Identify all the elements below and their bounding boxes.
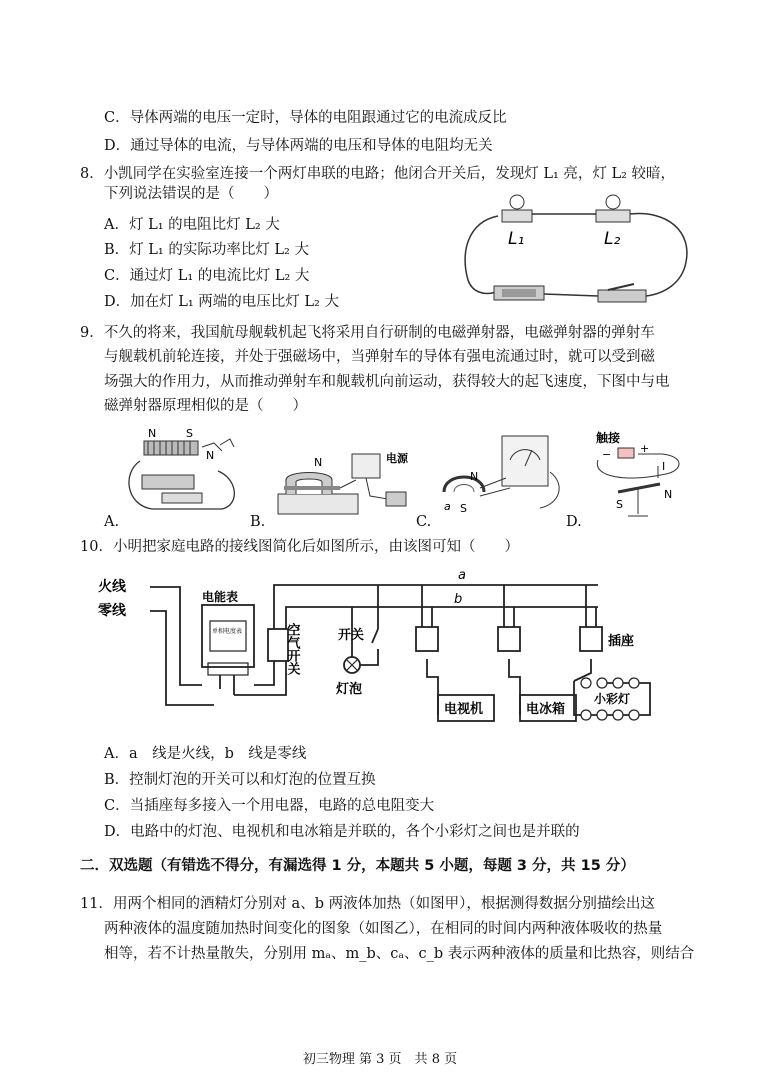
q10-fig-switch-label: 开关 (338, 628, 365, 643)
q10-fig-b-label: b (454, 592, 463, 607)
q10-option-d: D．电路中的灯泡、电视机和电冰箱是并联的，各个小彩灯之间也是并联的 (104, 824, 580, 840)
q10-fig-a-label: a (458, 568, 466, 583)
q10-fig-fridge-label: 电冰箱 (526, 702, 566, 717)
q9-figure-c-a: a (444, 500, 451, 513)
q10-option-b: B．控制灯泡的开关可以和灯泡的位置互换 (104, 772, 376, 788)
q9-figure-c-n: N (470, 470, 479, 483)
q9-figure-b-n: N (314, 456, 323, 469)
q10-fig-live-label: 火线 (98, 579, 126, 595)
q9-figure-d-minus: − (602, 448, 612, 461)
q9-label-a: A. (104, 514, 120, 530)
page-footer: 初三物理 第 3 页 共 8 页 (302, 1052, 458, 1067)
q9-figure-a (122, 425, 250, 520)
q11-line3: 相等，若不计热量散失，分别用 mₐ、m_b、cₐ、c_b 表示两种液体的质量和比热容，则结合 (104, 946, 695, 962)
q10-fig-socket-label: 插座 (608, 634, 635, 649)
q11-line2: 两种液体的温度随加热时间变化的图象（如图乙），在相同的时间内两种液体吸收的热量 (104, 921, 663, 937)
q10-fig-meter-label: 电能表 (202, 590, 239, 604)
q10-wiring-figure (90, 565, 670, 735)
q10-option-c: C．当插座每多接入一个用电器，电路的总电阻变大 (104, 798, 435, 814)
q8-option-c: C．通过灯 L₁ 的电流比灯 L₂ 大 (104, 268, 310, 284)
q8-option-a: A．灯 L₁ 的电阻比灯 L₂ 大 (104, 217, 280, 233)
q10-fig-meter-panel: 单相电度表 (212, 628, 243, 635)
q9-figure-a-n: N (148, 427, 157, 440)
q8-option-b: B．灯 L₁ 的实际功率比灯 L₂ 大 (104, 242, 309, 258)
q9-figure-d-s: S (616, 498, 623, 511)
q9-figure-a-n2: N (206, 449, 215, 462)
q9-figure-b (274, 440, 414, 520)
q8-stem-line1: 8．小凯同学在实验室连接一个两灯串联的电路；他闭合开关后，发现灯 L₁ 亮，灯 L₂ 较暗， (80, 166, 676, 182)
q7-option-c: C．导体两端的电压一定时，导体的电阻跟通过它的电流成反比 (104, 110, 507, 126)
q8-figure-l1-label: L₁ (508, 229, 525, 249)
q9-label-c: C. (416, 514, 432, 530)
q8-stem-line2: 下列说法错误的是（ ） (104, 186, 278, 202)
q10-stem: 10．小明把家庭电路的接线图简化后如图所示，由该图可知（ ） (80, 539, 519, 555)
q10-fig-bulb-label: 灯泡 (336, 682, 363, 697)
q9-figure-a-s: S (186, 427, 193, 440)
q8-circuit-figure (458, 192, 698, 310)
q11-line1: 11．用两个相同的酒精灯分别对 a、b 两液体加热（如图甲），根据测得数据分别描绘出这 (80, 896, 655, 912)
q9-figure-d-n: N (664, 488, 673, 501)
q9-figure-d-contact: 触接 (596, 431, 621, 445)
q10-fig-lights-label: 小彩灯 (594, 692, 631, 706)
q9-stem-line2: 与舰载机前轮连接，并处于强磁场中，当弹射车的导体有强电流通过时，就可以受到磁 (104, 349, 655, 365)
q9-stem-line4: 磁弹射器原理相似的是（ ） (104, 398, 307, 414)
q9-figure-c-s: S (460, 502, 467, 515)
q9-label-d: D. (566, 514, 582, 530)
q10-option-a: A．a 线是火线，b 线是零线 (104, 746, 307, 762)
q7-option-d: D．通过导体的电流，与导体两端的电压和导体的电阻均无关 (104, 138, 493, 154)
q9-figure-c (440, 432, 570, 520)
section-2-title: 二．双选题（有错选不得分，有漏选得 1 分，本题共 5 小题，每题 3 分，共 15 分） (80, 858, 635, 874)
q10-fig-breaker-label: 空气开关 (284, 623, 300, 675)
q9-figure-d-i: I (662, 460, 666, 473)
q8-option-d: D．加在灯 L₁ 两端的电压比灯 L₂ 大 (104, 294, 339, 310)
q8-figure-l2-label: L₂ (604, 229, 621, 249)
q9-stem-line3: 场强大的作用力，从而推动弹射车和舰载机向前运动，获得较大的起飞速度，下图中与电 (104, 374, 670, 390)
q10-fig-tv-label: 电视机 (444, 702, 484, 717)
q10-fig-neutral-label: 零线 (98, 603, 126, 619)
q9-stem-line1: 9．不久的将来，我国航母舰载机起飞将采用自行研制的电磁弹射器，电磁弹射器的弹射车 (80, 325, 655, 341)
q9-figure-b-power: 电源 (386, 452, 408, 465)
q9-figure-d-plus: + (640, 442, 650, 455)
q9-label-b: B. (250, 514, 266, 530)
q9-figure-d (588, 430, 688, 522)
